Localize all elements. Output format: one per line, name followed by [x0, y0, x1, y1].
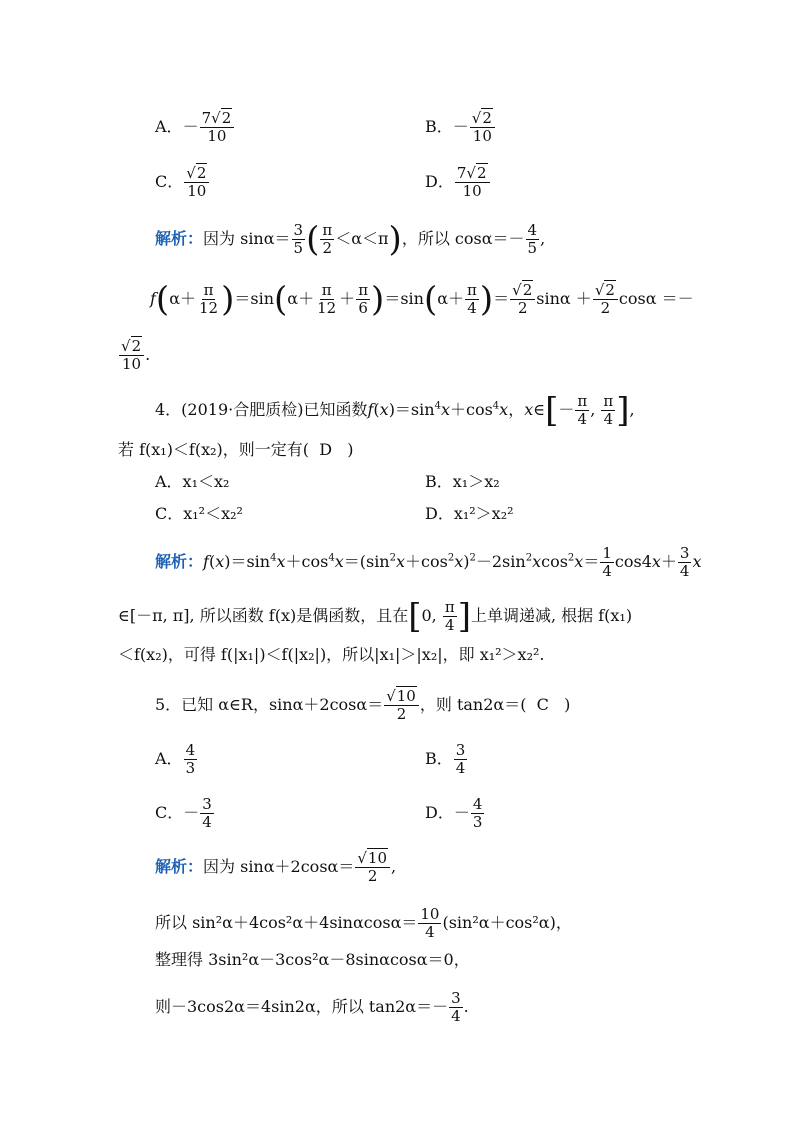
- q3-solution-line1: 解析：因为 sinα＝ $\frac{3}{5}$ ( $\frac{\pi}{2}$ ＜α＜π)，所以 cosα＝－ $\frac{4}{5}$ ,: [155, 219, 546, 260]
- q4-stem-line1: 4．(2019·合肥质检)已知函数$f(x)=\sin^4x+\cos^4x$，x∈[－ $\frac{\pi}{4}$ , $\frac{\pi}{4}$ ],: [155, 390, 635, 431]
- q5-answer: C: [536, 695, 549, 714]
- solution-label: 解析：: [155, 229, 204, 248]
- q3-solution-line2: f(α＋ $\frac{\pi}{12}$ )＝sin(α＋ $\frac{\pi}{12}$ ＋ $\frac{\pi}{6}$ )＝sin(α＋ $\frac{\pi}{4}$ )＝ √ $\frac{2}{2}$ sinα ＋ √ $\frac{2}{2}$ cosα ＝－: [150, 282, 694, 317]
- q5-solution-line4: 则－3cos2α＝4sin2α，所以 tan2α＝－ $\frac{3}{4}$ .: [155, 989, 469, 1025]
- q3-option-a: A．－ $\frac{7√ 2}{10}$: [155, 110, 235, 145]
- q5-solution-line1: 解析：因为 sinα＋2cosα＝ √ $\frac{10}{2}$ ,: [155, 850, 396, 885]
- solution-label: 解析：: [155, 857, 204, 876]
- q4-solution-line2: ∈[－π, π], 所以函数 f(x)是偶函数，且在[0, $\frac{\pi}{4}$ ]上单调递减, 根据 f(x₁): [118, 596, 633, 637]
- q4-option-a: A．x₁＜x₂: [155, 472, 230, 491]
- q4-option-d: D．x₁²＞x₂²: [425, 504, 514, 523]
- q3-option-d: D． $\frac{7√ 2}{10}$: [425, 165, 491, 200]
- q5-stem: 5．已知 α∈R，sinα＋2cosα＝ √ $\frac{10}{2}$ ，则 tan2α＝( C ): [155, 688, 570, 723]
- option-label: C．: [155, 172, 184, 191]
- q5-solution-line3: 整理得 3sin²α－3cos²α－8sinαcosα＝0，: [155, 950, 470, 969]
- q3-option-b: B．－ √ $\frac{2}{10}$: [425, 110, 496, 145]
- q4-answer: D: [319, 440, 333, 459]
- q5-solution-line2: 所以 sin²α＋4cos²α＋4sinαcosα＝ $\frac{10}{4}$ (sin²α＋cos²α)，: [155, 905, 572, 941]
- q4-option-c: C．x₁²＜x₂²: [155, 504, 243, 523]
- q4-option-b: B．x₁＞x₂: [425, 472, 500, 491]
- q5-option-d: D．－ $\frac{4}{3}$: [425, 795, 483, 831]
- q5-option-b: B． $\frac{3}{4}$: [425, 741, 466, 777]
- q4-solution-line1: 解析：$f(x)=\sin^4x+\cos^4x=(\sin^2x+\cos^2x)^2-2\sin^2xcos^2x=$ $\frac{1}{4}$ cos4x＋ $\frac{3}{4}$ x: [155, 544, 702, 580]
- option-label: B．: [425, 117, 453, 136]
- q4-stem-line2: 若 f(x₁)＜f(x₂)，则一定有( D ): [118, 440, 354, 459]
- option-label: A．: [155, 117, 183, 136]
- q5-option-a: A． $\frac{4}{3}$: [155, 741, 196, 777]
- q4-solution-line3: ＜f(x₂)，可得 f(|x₁|)＜f(|x₂|)，所以|x₁|＞|x₂|，即 x₁²＞x₂².: [118, 645, 545, 664]
- q3-solution-line3: √ $\frac{2}{10}$ .: [118, 338, 150, 373]
- solution-label: 解析：: [155, 552, 204, 571]
- q3-option-c: C． √ $\frac{2}{10}$: [155, 165, 210, 200]
- option-label: D．: [425, 172, 454, 191]
- q5-option-c: C．－ $\frac{3}{4}$: [155, 795, 212, 831]
